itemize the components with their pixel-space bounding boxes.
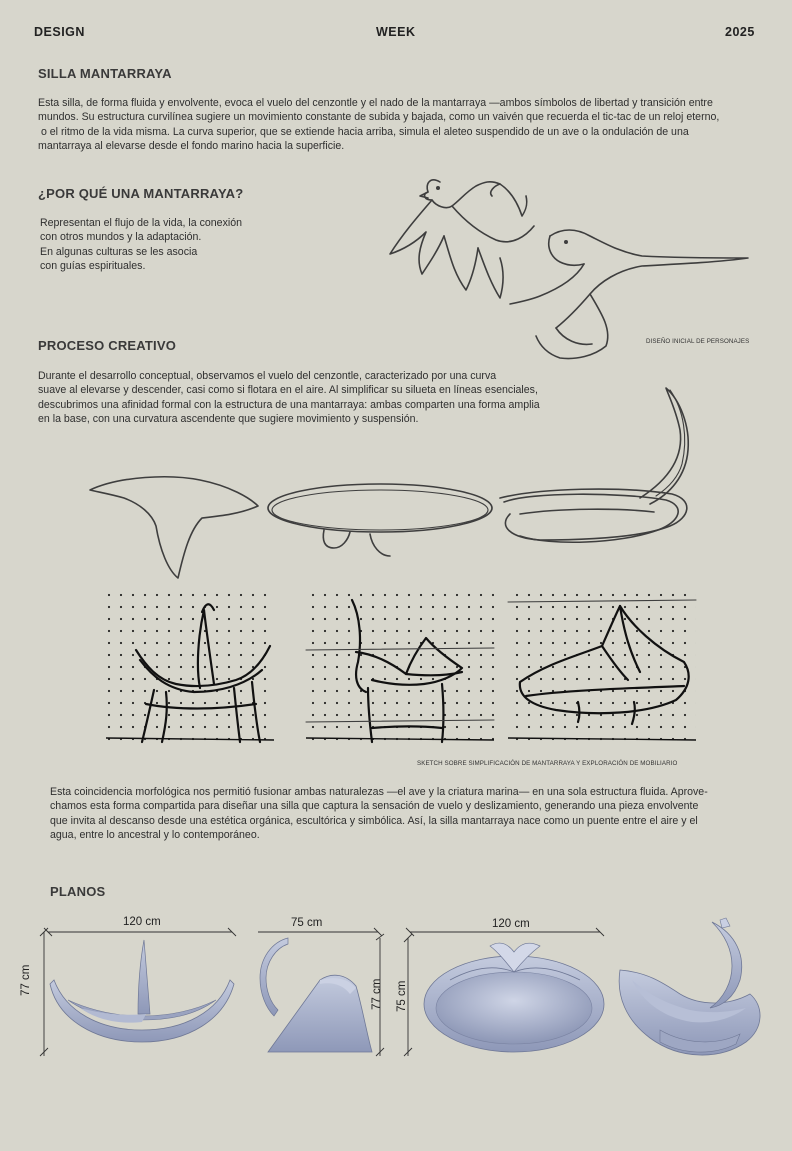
top-width-label: 120 cm <box>492 918 530 930</box>
intro-line: mundos. Su estructura curvilínea sugiere un movimiento constante de subida y bajada, como un vaivén que recuerda el tic-tac de un reloj eterno, <box>38 111 720 124</box>
furniture-sketches <box>106 592 698 748</box>
sketch-caption: SKETCH SOBRE SIMPLIFICACIÓN DE MANTARRAYA Y EXPLORACIÓN DE MOBILIARIO <box>417 760 678 767</box>
plans-title: PLANOS <box>50 884 106 899</box>
fusion-line: agua, entre lo ancestral y lo contemporáneo. <box>50 829 260 842</box>
why-line: En algunas culturas se les asocia <box>40 245 198 258</box>
intro-line: o el ritmo de la vida misma. La curva superior, que se extiende hacia arriba, simula el aleteo suspendido de un ave o la ondulación de una <box>38 125 689 138</box>
why-line: con guías espirituales. <box>40 260 146 273</box>
process-line: descubrimos una afinidad formal con la estructura de una mantarraya: ambas comparten una forma amplia <box>38 398 540 411</box>
intro-title: SILLA MANTARRAYA <box>38 66 172 81</box>
intro-line: Esta silla, de forma fluida y envolvente, evoca el vuelo del cenzontle y el nado de la mantarraya —ambos símbolos de libertad y transición entre <box>38 97 713 109</box>
header-design: DESIGN <box>34 25 85 39</box>
process-line: en la base, con una curvatura ascendente que sugiere movimiento y suspensión. <box>38 413 419 426</box>
process-line: suave al elevarse y descender, casi como si flotara en el aire. Al simplificar su silueta en líneas esenciales, <box>38 384 538 397</box>
top-view <box>404 928 604 1056</box>
front-height-label: 77 cm <box>20 964 32 996</box>
header-year: 2025 <box>725 25 755 39</box>
intro-line: mantarraya al elevarse desde el fondo marino hacia la superficie. <box>38 140 345 153</box>
fusion-line: chamos esta forma compartida para diseñar una silla que captura la sensación de vuelo y deslizamiento, generando una pieza envolvente <box>50 800 699 813</box>
fusion-line: que invita al descanso desde una estética orgánica, escultórica y simbólica. Así, la silla mantarraya nace como un puente entre el aire y el <box>50 814 698 827</box>
character-caption: DISEÑO INICIAL DE PERSONAJES <box>646 338 750 345</box>
fusion-paragraph <box>50 785 770 843</box>
perspective-view <box>619 918 760 1055</box>
side-width-label: 75 cm <box>291 917 323 929</box>
fusion-line: Esta coincidencia morfológica nos permitió fusionar ambas naturalezas —el ave y la criatura marina— en una sola estructura fluida. Aprove- <box>50 786 708 798</box>
front-width-label: 120 cm <box>123 916 161 928</box>
intro-paragraph <box>38 96 768 154</box>
side-view <box>258 928 384 1056</box>
header-week: WEEK <box>376 25 416 39</box>
why-line: con otros mundos y la adaptación. <box>40 231 202 244</box>
top-depth-label: 75 cm <box>396 980 408 1012</box>
front-view <box>40 928 236 1056</box>
why-line: Representan el flujo de la vida, la conexión <box>40 217 243 229</box>
simplification-drawings <box>80 380 700 590</box>
process-line: Durante el desarrollo conceptual, observamos el vuelo del cenzontle, caracterizado por una curva <box>38 370 497 382</box>
side-height-label: 77 cm <box>371 978 383 1010</box>
why-title: ¿POR QUÉ UNA MANTARRAYA? <box>38 186 244 201</box>
why-paragraph <box>40 216 300 274</box>
process-title: PROCESO CREATIVO <box>38 338 177 353</box>
